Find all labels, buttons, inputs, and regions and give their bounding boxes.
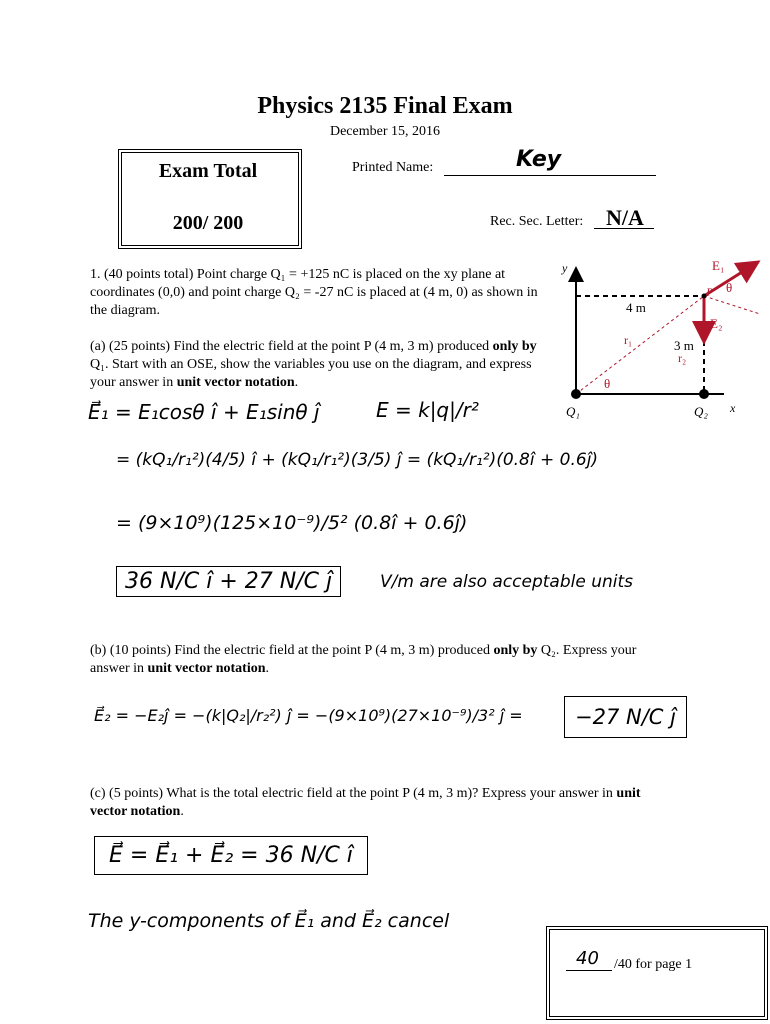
part-a-work-line-1: E⃗₁ = E₁cosθ î + E₁sinθ ĵ [88,400,320,424]
part-c-note: The y-components of E⃗₁ and E⃗₂ cancel [88,910,450,932]
page-score-box [546,926,768,1020]
e1-label: E₁ [712,258,725,273]
part-a-text: (a) (25 points) Find the electric field at the point P (4 m, 3 m) produced [90,339,493,354]
theta-at-origin: θ [604,376,611,391]
x-axis-label: x [730,401,736,415]
part-a-answer: 36 N/C î + 27 N/C ĵ [116,566,341,597]
vertical-dimension: 3 m [674,338,694,353]
part-c-text: (c) (5 points) What is the total electric field at the point P (4 m, 3 m)? Express your answer in [90,786,617,801]
part-b-text: (b) (10 points) Find the electric field at the point P (4 m, 3 m) produced [90,643,494,658]
printed-name-label: Printed Name: [352,160,434,175]
part-b-question [90,642,670,678]
r2-label: r₂ [678,351,687,365]
part-b-bold-unit-vector: unit vector notation [147,661,266,676]
exam-title: Physics 2135 Final Exam [257,93,513,119]
e2-label: E₂ [710,316,723,331]
rec-sec-label: Rec. Sec. Letter: [490,214,584,229]
part-a-work-line-3: = (9×10⁹)(125×10⁻⁹)/5² (0.8î + 0.6ĵ) [116,512,468,534]
part-b-work-line: E⃗₂ = −E₂ĵ = −(k|Q₂|/r₂²) ĵ = −(9×10⁹)(27×10⁻⁹)/3² ĵ = [94,706,523,725]
part-a-work-ose: E = k|q|/r² [376,398,479,422]
rec-sec-value: N/A [606,205,644,230]
q2-charge [699,389,709,399]
theta-at-p: θ [726,280,733,295]
part-b-text-mid: Q₂. Express your answer in [90,643,637,676]
r1-label: r₁ [624,333,633,347]
exam-total-score: 200/ 200 [172,212,244,234]
q1-charge [571,389,581,399]
horizontal-dimension: 4 m [626,300,646,315]
part-b-text-end: . [265,661,270,676]
part-c-text-end: . [180,804,184,819]
part-c-answer: E⃗ = E⃗₁ + E⃗₂ = 36 N/C î [94,836,368,875]
printed-name-value: Key [516,147,562,172]
part-b-answer: −27 N/C ĵ [564,696,687,738]
part-c-question [90,785,670,821]
problem-1-intro: 1. (40 points total) Point charge Q₁ = +125 nC is placed on the xy plane at coordinates (0,0) and point charge Q₂ = -27 nC is placed at (4 m, 0) as shown in the diagram. [90,267,538,318]
part-a-bold-unit-vector: unit vector notation [176,375,295,390]
page-score-value: 40 [576,948,599,969]
part-c-bold-unit-vector: unit vector notation [90,786,641,819]
q1-label: Q₁ [566,404,580,419]
part-b-bold-only-by: only by [493,643,538,658]
page-score-label: /40 for page 1 [614,957,693,972]
part-a-bold-only-by: only by [492,339,537,354]
part-a-units-note: V/m are also acceptable units [380,572,634,592]
charge-diagram [548,256,764,426]
q2-label: Q₂ [694,404,708,419]
exam-date: December 15, 2016 [329,124,441,139]
part-a-text-end: . [294,375,299,390]
y-axis-label: y [562,261,568,275]
exam-total-label: Exam Total [158,160,258,182]
part-a-work-line-2: = (kQ₁/r₁²)(4/5) î + (kQ₁/r₁²)(3/5) ĵ = (kQ₁/r₁²)(0.8î + 0.6ĵ) [116,450,599,470]
page-score-line [566,970,612,971]
part-a-text-mid: Q₁. Start with an OSE, show the variables you use on the diagram, and express your answer in [90,357,532,390]
printed-name-line [444,175,656,176]
part-a-question [90,338,550,392]
p-label: P [706,285,714,299]
